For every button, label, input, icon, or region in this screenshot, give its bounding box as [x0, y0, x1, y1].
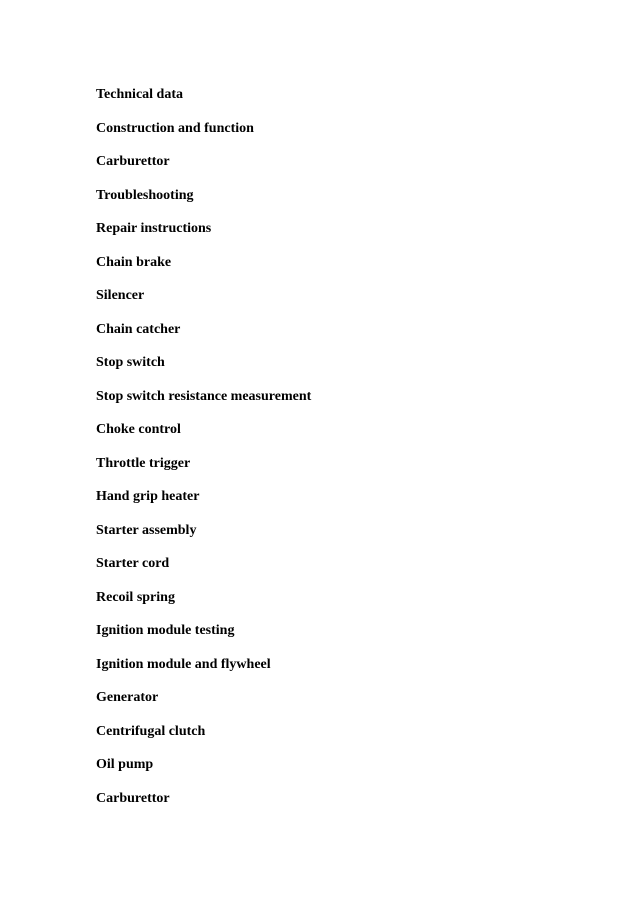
- contents-list: [96, 86, 311, 823]
- contents-item: Carburettor: [96, 154, 170, 169]
- contents-item: Ignition module testing: [96, 623, 235, 638]
- contents-item: Recoil spring: [96, 589, 175, 605]
- contents-item: Stop switch resistance measurement: [96, 388, 312, 404]
- contents-item: Starter assembly: [96, 522, 197, 538]
- contents-item: Troubleshooting: [96, 187, 194, 203]
- contents-item: Starter cord: [96, 556, 170, 571]
- contents-item: Stop switch: [96, 355, 165, 370]
- contents-item: Generator: [96, 690, 159, 705]
- contents-item: Centrifugal clutch: [96, 723, 206, 739]
- contents-item: Ignition module and flywheel: [96, 656, 271, 672]
- contents-item: Hand grip heater: [96, 489, 200, 504]
- contents-item: Technical data: [96, 87, 183, 102]
- contents-item: Throttle trigger: [96, 455, 191, 471]
- contents-item: Oil pump: [96, 757, 154, 772]
- contents-item: Chain catcher: [96, 321, 181, 337]
- contents-item: Choke control: [96, 422, 181, 437]
- contents-item: Repair instructions: [96, 221, 212, 236]
- contents-item: Chain brake: [96, 254, 172, 270]
- contents-item: Construction and function: [96, 120, 254, 136]
- contents-item: Silencer: [96, 288, 145, 303]
- contents-item: Carburettor: [96, 790, 170, 806]
